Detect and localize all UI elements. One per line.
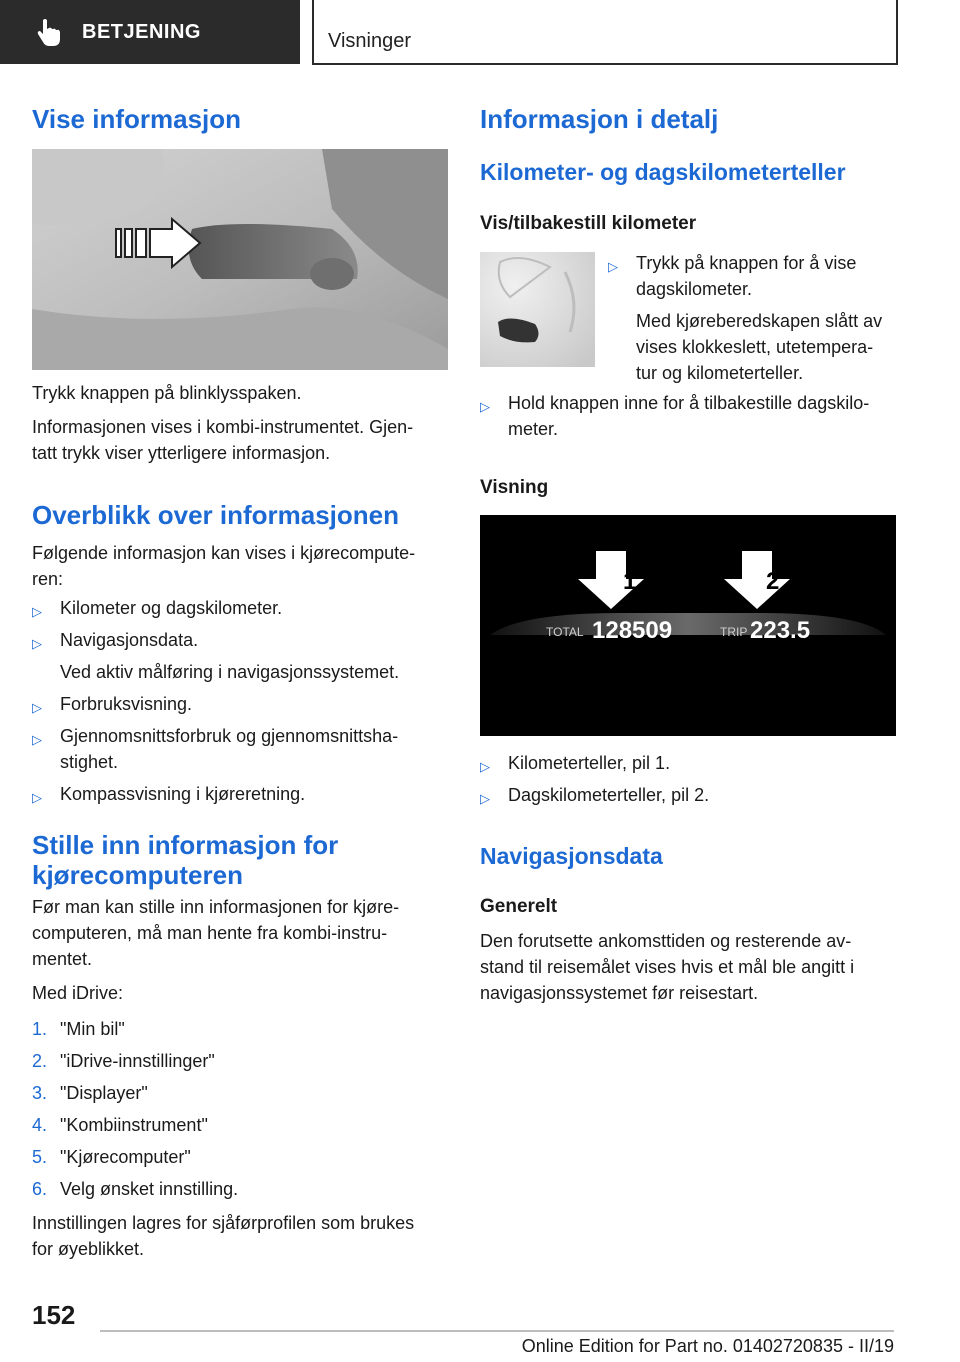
- before-text-line2: computeren, må man hente fra kombi-instru-: [32, 923, 388, 943]
- page-header: [312, 0, 898, 65]
- footer-divider: [100, 1330, 894, 1332]
- step-number: 6.: [32, 1179, 48, 1199]
- edition-text: Online Edition for Part no. 01402720835 - II/19: [521, 1336, 894, 1356]
- bullet-arrow-icon: ▷: [480, 759, 490, 774]
- list-item-text: dagskilometer.: [636, 279, 753, 299]
- ready-text-line3: tur og kilometerteller.: [636, 363, 804, 383]
- list-item-text: Gjennomsnittsforbruk og gjennomsnittsha-: [60, 726, 399, 746]
- list-item: [32, 691, 448, 717]
- nav-text-line3: navigasjonssystemet før reisestart.: [480, 983, 759, 1003]
- heading-km: Kilometer- og dagskilometerteller: [480, 159, 846, 185]
- step-item: [32, 1144, 448, 1170]
- heading-show-info: Vise informasjon: [32, 104, 242, 134]
- list-item: [480, 750, 896, 776]
- total-value: 128509: [592, 617, 673, 644]
- list-item: [32, 723, 448, 775]
- section-tab: [0, 0, 300, 64]
- ready-text-line1: Med kjøreberedskapen slått av: [636, 311, 883, 331]
- step-number: 1.: [32, 1019, 48, 1039]
- list-item: [32, 627, 448, 653]
- hand-pointer-icon: [36, 12, 76, 52]
- nav-text-line1: Den forutsette ankomsttiden og resterende av-: [480, 931, 852, 951]
- bullet-arrow-icon: ▷: [32, 604, 42, 619]
- saved-text-line2: for øyeblikket.: [32, 1239, 145, 1259]
- list-item: [608, 250, 896, 302]
- info-text-line2: tatt trykk viser ytterligere informasjon.: [32, 443, 331, 463]
- trip-value: 223.5: [750, 617, 811, 644]
- list-item-text: Navigasjonsdata.: [60, 630, 199, 650]
- list-item-text: Trykk på knappen for å vise: [636, 253, 857, 273]
- ready-text-line2: vises klokkeslett, utetempera-: [636, 337, 874, 357]
- heading-show-reset: Vis/tilbakestill kilometer: [480, 213, 697, 234]
- step-number: 5.: [32, 1147, 48, 1167]
- bullet-arrow-icon: ▷: [32, 732, 42, 747]
- following-text-line1: Følgende informasjon kan vises i kjørecompute-: [32, 543, 416, 563]
- list-item-text: Kompassvisning i kjøreretning.: [60, 784, 306, 804]
- step-text: Velg ønsket innstilling.: [60, 1179, 239, 1199]
- step-text: "iDrive-innstillinger": [60, 1051, 215, 1071]
- list-item-text: Forbruksvisning.: [60, 694, 193, 714]
- step-item: [32, 1048, 448, 1074]
- step-item: [32, 1080, 448, 1106]
- list-item-text: Hold knappen inne for å tilbakestille dagskilo-: [508, 393, 870, 413]
- bullet-arrow-icon: ▷: [480, 791, 490, 806]
- bullet-arrow-icon: ▷: [32, 700, 42, 715]
- trip-label: TRIP: [720, 625, 748, 639]
- arrow-1-label: 1: [623, 568, 637, 595]
- heading-detail: Informasjon i detalj: [480, 104, 719, 134]
- step-text: "Kombiinstrument": [60, 1115, 208, 1135]
- bullet-arrow-icon: ▷: [32, 636, 42, 651]
- idrive-text: Med iDrive:: [32, 983, 124, 1003]
- step-text: "Displayer": [60, 1083, 148, 1103]
- step-number: 3.: [32, 1083, 48, 1103]
- step-text: "Min bil": [60, 1019, 125, 1039]
- heading-overview: Overblikk over informasjonen: [32, 500, 400, 530]
- step-item: [32, 1176, 448, 1202]
- stalk-button-image: [32, 149, 448, 370]
- list-item-subtext: Ved aktiv målføring i navigasjonssystemet.: [60, 662, 400, 682]
- before-text-line1: Før man kan stille inn informasjonen for kjøre-: [32, 897, 400, 917]
- odometer-display-image: [480, 515, 896, 736]
- list-item-text: Kilometer og dagskilometer.: [60, 598, 283, 618]
- nav-text-line2: stand til reisemålet vises hvis et mål ble angitt i: [480, 957, 855, 977]
- info-text-line1: Informasjonen vises i kombi-instrumentet. Gjen-: [32, 417, 414, 437]
- button-image: [480, 252, 595, 367]
- saved-text-line1: Innstillingen lagres for sjåførprofilen som brukes: [32, 1213, 415, 1233]
- step-number: 4.: [32, 1115, 48, 1135]
- list-item: [480, 782, 896, 808]
- step-text: "Kjørecomputer": [60, 1147, 191, 1167]
- page-title: Visninger: [328, 30, 412, 52]
- heading-settings-line1: Stille inn informasjon for: [32, 830, 339, 860]
- list-item-text: meter.: [508, 419, 559, 439]
- list-item-text: stighet.: [60, 752, 119, 772]
- bullet-arrow-icon: ▷: [480, 399, 490, 414]
- arrow-2-label: 2: [766, 568, 780, 595]
- heading-general: Generelt: [480, 896, 558, 917]
- heading-settings-line2: kjørecomputeren: [32, 860, 243, 890]
- heading-nav: Navigasjonsdata: [480, 843, 663, 869]
- bullet-arrow-icon: ▷: [32, 790, 42, 805]
- page-number: 152: [32, 1300, 76, 1330]
- step-item: [32, 1016, 448, 1042]
- list-item: [32, 781, 448, 807]
- step-item: [32, 1112, 448, 1138]
- press-text: Trykk knappen på blinklysspaken.: [32, 383, 302, 403]
- step-number: 2.: [32, 1051, 48, 1071]
- list-item-text: Dagskilometerteller, pil 2.: [508, 785, 710, 805]
- heading-display: Visning: [480, 477, 549, 498]
- list-item-text: Kilometerteller, pil 1.: [508, 753, 671, 773]
- list-item: [480, 390, 896, 442]
- following-text-line2: ren:: [32, 569, 64, 589]
- before-text-line3: mentet.: [32, 949, 93, 969]
- section-label: BETJENING: [82, 20, 201, 43]
- bullet-arrow-icon: ▷: [608, 259, 618, 274]
- total-label: TOTAL: [546, 625, 584, 639]
- list-item: [32, 595, 448, 621]
